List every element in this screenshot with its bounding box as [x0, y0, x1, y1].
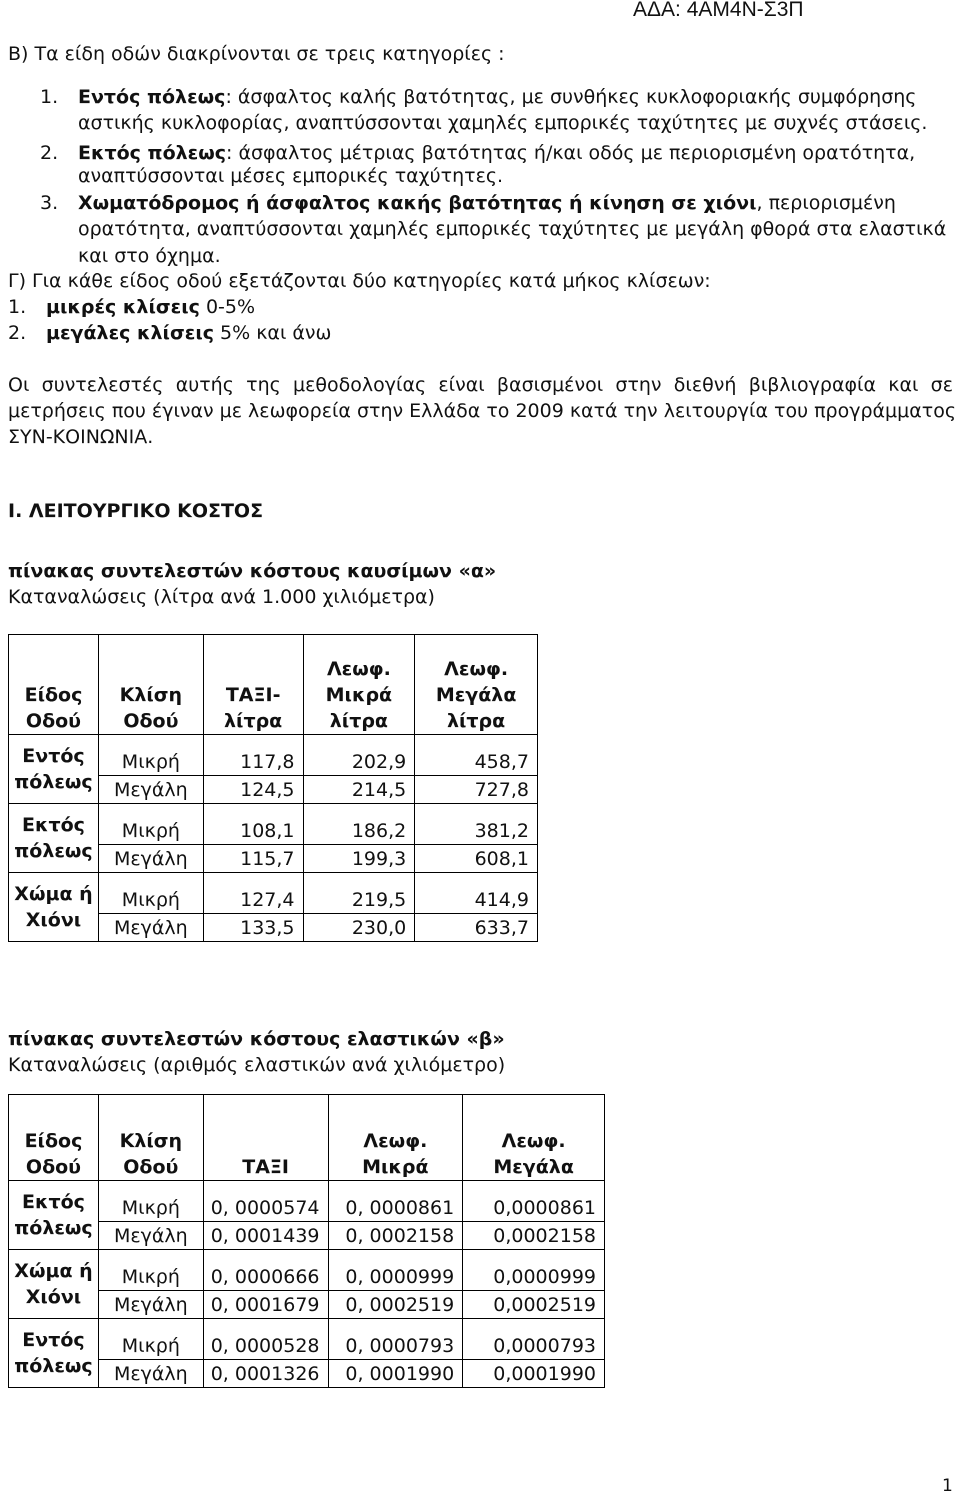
- section-b-title: Β) Τα είδη οδών διακρίνονται σε τρεις κατηγορίες :: [8, 43, 505, 65]
- section-g-item-2: [8, 320, 331, 346]
- small-bus-value-cell: 219,5: [303, 873, 415, 914]
- small-bus-value-cell: 0, 0000999: [328, 1250, 463, 1291]
- taxi-value-cell: 0, 0000666: [203, 1250, 328, 1291]
- paragraph-line-2: μετρήσεις που έγιναν με λεωφορεία στην Ελλάδα το 2009 κατά την λειτουργία του προγράμματος: [8, 400, 956, 422]
- small-bus-value-cell: 0, 0002519: [328, 1291, 463, 1319]
- fuel-cost-table: [8, 634, 538, 942]
- slope-cell: Μεγάλη: [98, 1222, 203, 1250]
- section-b-item-3: [40, 190, 896, 216]
- paragraph-line-1: Οι συντελεστές αυτής της μεθοδολογίας είναι βασισμένοι στην διεθνή βιβλιογραφία και σε: [8, 374, 953, 396]
- taxi-value-cell: 133,5: [203, 914, 303, 942]
- slope-cell: Μεγάλη: [98, 914, 203, 942]
- large-bus-value-cell: 381,2: [415, 804, 538, 845]
- paragraph-line-3: ΣΥΝ-ΚΟΙΝΩΝΙΑ.: [8, 426, 154, 448]
- table-b-subtitle: Καταναλώσεις (αριθμός ελαστικών ανά χιλιόμετρο): [8, 1054, 506, 1076]
- table-row: [9, 1181, 605, 1222]
- taxi-value-cell: 117,8: [203, 735, 303, 776]
- taxi-value-cell: 0, 0000528: [203, 1319, 328, 1360]
- item-number: 3.: [40, 192, 59, 214]
- road-type-cell: Χώμα ή Χιόνι: [9, 873, 99, 942]
- item-number: 1.: [40, 86, 59, 108]
- item-text: 0-5%: [199, 296, 256, 318]
- section-b-item-2-cont: αναπτύσσονται μέσες εμπορικές ταχύτητες.: [78, 165, 504, 187]
- item-text: : άσφαλτος καλής βατότητας, με συνθήκες κυκλοφοριακής συμφόρησης: [225, 86, 917, 108]
- header-slope: Κλίση Οδού: [98, 635, 203, 735]
- taxi-value-cell: 124,5: [203, 776, 303, 804]
- road-type-cell: Χώμα ή Χιόνι: [9, 1250, 99, 1319]
- table-header-row: [9, 635, 538, 735]
- taxi-value-cell: 108,1: [203, 804, 303, 845]
- slope-cell: Μικρή: [98, 804, 203, 845]
- large-bus-value-cell: 633,7: [415, 914, 538, 942]
- taxi-value-cell: 0, 0001326: [203, 1360, 328, 1388]
- header-large-bus: Λεωφ. Μεγάλα λίτρα: [415, 635, 538, 735]
- table-row: [9, 804, 538, 845]
- small-bus-value-cell: 202,9: [303, 735, 415, 776]
- header-slope: Κλίση Οδού: [98, 1095, 203, 1181]
- slope-cell: Μεγάλη: [98, 845, 203, 873]
- table-row: [9, 1319, 605, 1360]
- item-number: 2.: [40, 142, 59, 164]
- taxi-value-cell: 0, 0000574: [203, 1181, 328, 1222]
- item-bold-text: μεγάλες κλίσεις: [46, 322, 214, 344]
- small-bus-value-cell: 214,5: [303, 776, 415, 804]
- slope-cell: Μικρή: [98, 1319, 203, 1360]
- item-text: 5% και άνω: [214, 322, 332, 344]
- large-bus-value-cell: 608,1: [415, 845, 538, 873]
- document-id: ΑΔΑ: 4ΑΜ4Ν-Σ3Π: [633, 0, 804, 21]
- small-bus-value-cell: 0, 0001990: [328, 1360, 463, 1388]
- item-bold-text: Χωματόδρομος ή άσφαλτος κακής βατότητας ή κίνηση σε χιόνι: [78, 192, 757, 214]
- section-g-item-1: [8, 294, 255, 320]
- slope-cell: Μεγάλη: [98, 1360, 203, 1388]
- slope-cell: Μικρή: [98, 1181, 203, 1222]
- large-bus-value-cell: 0,0000793: [463, 1319, 605, 1360]
- slope-cell: Μικρή: [98, 735, 203, 776]
- slope-cell: Μικρή: [98, 1250, 203, 1291]
- header-small-bus: Λεωφ. Μικρά: [328, 1095, 463, 1181]
- section-b-item-3-cont2: και στο όχημα.: [78, 245, 221, 267]
- table-row: [9, 735, 538, 776]
- table-header-row: [9, 1095, 605, 1181]
- header-road-type: Είδος Οδού: [9, 635, 99, 735]
- table-row: [9, 1222, 605, 1250]
- slope-cell: Μεγάλη: [98, 1291, 203, 1319]
- small-bus-value-cell: 186,2: [303, 804, 415, 845]
- table-row: [9, 1250, 605, 1291]
- section-heading: Ι. ΛΕΙΤΟΥΡΓΙΚΟ ΚΟΣΤΟΣ: [8, 500, 264, 522]
- small-bus-value-cell: 230,0: [303, 914, 415, 942]
- header-taxi: ΤΑΞΙ- λίτρα: [203, 635, 303, 735]
- header-taxi: ΤΑΞΙ: [203, 1095, 328, 1181]
- section-g-title: Γ) Για κάθε είδος οδού εξετάζονται δύο κατηγορίες κατά μήκος κλίσεων:: [8, 270, 711, 292]
- header-large-bus: Λεωφ. Μεγάλα: [463, 1095, 605, 1181]
- page-number: 1: [942, 1476, 953, 1496]
- section-b-item-1: [40, 84, 916, 110]
- item-bold-text: Εντός πόλεως: [78, 86, 226, 108]
- table-row: [9, 1291, 605, 1319]
- taxi-value-cell: 115,7: [203, 845, 303, 873]
- taxi-value-cell: 0, 0001679: [203, 1291, 328, 1319]
- large-bus-value-cell: 0,0000999: [463, 1250, 605, 1291]
- table-a-title: πίνακας συντελεστών κόστους καυσίμων «α»: [8, 560, 497, 582]
- section-b-item-1-cont: αστικής κυκλοφορίας, αναπτύσσονται χαμηλές εμπορικές ταχύτητες με συχνές στάσεις.: [78, 112, 928, 134]
- header-small-bus: Λεωφ. Μικρά λίτρα: [303, 635, 415, 735]
- table-row: [9, 1360, 605, 1388]
- slope-cell: Μικρή: [98, 873, 203, 914]
- road-type-cell: Εντός πόλεως: [9, 735, 99, 804]
- table-row: [9, 873, 538, 914]
- road-type-cell: Εντός πόλεως: [9, 1319, 99, 1388]
- large-bus-value-cell: 458,7: [415, 735, 538, 776]
- item-bold-text: Εκτός πόλεως: [78, 142, 226, 164]
- tire-cost-table: [8, 1094, 605, 1388]
- taxi-value-cell: 127,4: [203, 873, 303, 914]
- large-bus-value-cell: 0,0002519: [463, 1291, 605, 1319]
- road-type-cell: Εκτός πόλεως: [9, 1181, 99, 1250]
- small-bus-value-cell: 0, 0002158: [328, 1222, 463, 1250]
- small-bus-value-cell: 0, 0000793: [328, 1319, 463, 1360]
- large-bus-value-cell: 0,0001990: [463, 1360, 605, 1388]
- header-road-type: Είδος Οδού: [9, 1095, 99, 1181]
- large-bus-value-cell: 0,0000861: [463, 1181, 605, 1222]
- slope-cell: Μεγάλη: [98, 776, 203, 804]
- item-text: : άσφαλτος μέτριας βατότητας ή/και οδός με περιορισμένη ορατότητα,: [226, 142, 916, 164]
- small-bus-value-cell: 199,3: [303, 845, 415, 873]
- large-bus-value-cell: 414,9: [415, 873, 538, 914]
- item-number: 2.: [8, 322, 27, 344]
- small-bus-value-cell: 0, 0000861: [328, 1181, 463, 1222]
- item-number: 1.: [8, 296, 27, 318]
- large-bus-value-cell: 727,8: [415, 776, 538, 804]
- taxi-value-cell: 0, 0001439: [203, 1222, 328, 1250]
- road-type-cell: Εκτός πόλεως: [9, 804, 99, 873]
- large-bus-value-cell: 0,0002158: [463, 1222, 605, 1250]
- item-bold-text: μικρές κλίσεις: [46, 296, 200, 318]
- item-text: , περιορισμένη: [756, 192, 896, 214]
- section-b-item-3-cont: ορατότητα, αναπτύσσονται χαμηλές εμπορικές ταχύτητες με μεγάλη φθορά στα ελαστικά: [78, 218, 947, 240]
- table-a-subtitle: Καταναλώσεις (λίτρα ανά 1.000 χιλιόμετρα): [8, 586, 435, 608]
- table-b-title: πίνακας συντελεστών κόστους ελαστικών «β»: [8, 1028, 505, 1050]
